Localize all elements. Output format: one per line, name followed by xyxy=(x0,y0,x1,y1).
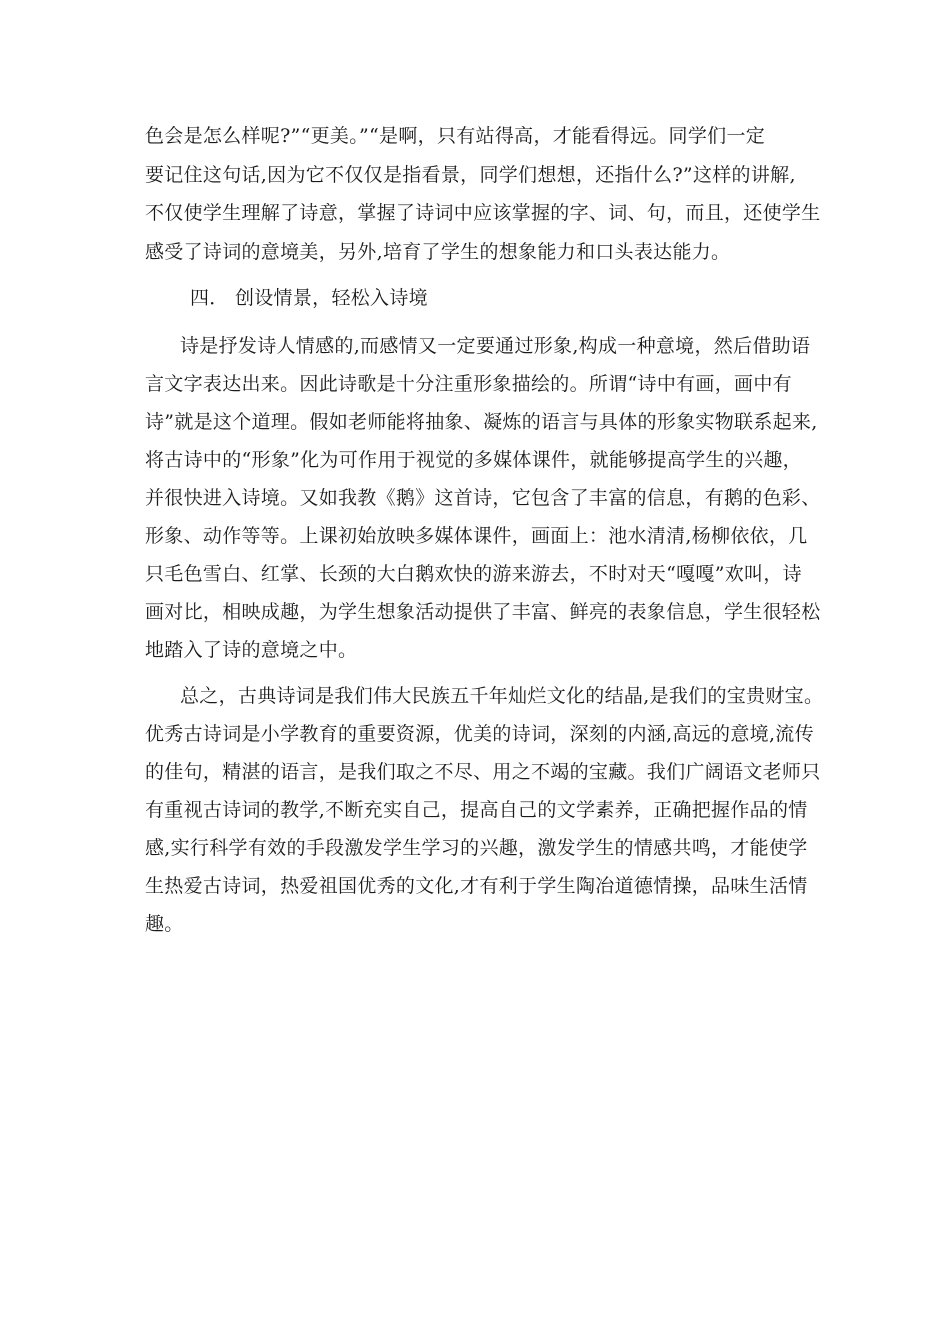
paragraph-1-line-3: 不仅使学生理解了诗意，掌握了诗词中应该掌握的字、词、句，而且，还使学生 xyxy=(145,202,821,224)
paragraph-3-line-5: 感,实行科学有效的手段激发学生学习的兴趣，激发学生的情感共鸣，才能使学 xyxy=(145,837,808,859)
paragraph-3-line-4: 有重视古诗词的教学,不断充实自己，提高自己的文学素养，正确把握作品的情 xyxy=(145,799,808,821)
paragraph-2-line-6: 形象、动作等等。上课初始放映多媒体课件，画面上：池水清清,杨柳依依，几 xyxy=(145,525,808,547)
paragraph-1-line-4: 感受了诗词的意境美，另外,培育了学生的想象能力和口头表达能力。 xyxy=(145,241,731,263)
paragraph-1-line-2: 要记住这句话,因为它不仅仅是指看景，同学们想想，还指什么?”这样的讲解, xyxy=(145,164,796,186)
paragraph-3-line-1: 总之，古典诗词是我们伟大民族五千年灿烂文化的结晶,是我们的宝贵财宝。 xyxy=(180,685,824,707)
paragraph-2-line-7: 只毛色雪白、红掌、长颈的大白鹅欢快的游来游去，不时对天“嘎嘎”欢叫，诗 xyxy=(145,563,802,585)
paragraph-3-line-2: 优秀古诗词是小学教育的重要资源，优美的诗词，深刻的内涵,高远的意境,流传 xyxy=(145,723,814,745)
paragraph-3-line-6: 生热爱古诗词，热爱祖国优秀的文化,才有利于学生陶冶道德情操，品味生活情 xyxy=(145,875,808,897)
paragraph-2-line-1: 诗是抒发诗人情感的,而感情又一定要通过形象,构成一种意境，然后借助语 xyxy=(180,335,811,357)
section-heading-4: 四． 创设情景，轻松入诗境 xyxy=(190,287,428,309)
paragraph-3-line-7: 趣。 xyxy=(145,913,184,935)
paragraph-2-line-2: 言文字表达出来。因此诗歌是十分注重形象描绘的。所谓“诗中有画，画中有 xyxy=(145,373,792,395)
paragraph-1-line-1: 色会是怎么样呢?”“更美。”“是啊，只有站得高，才能看得远。同学们一定 xyxy=(145,125,766,147)
paragraph-2-line-3: 诗”就是这个道理。假如老师能将抽象、凝炼的语言与具体的形象实物联系起来, xyxy=(145,411,818,433)
paragraph-2-line-4: 将古诗中的“形象”化为可作用于视觉的多媒体课件，就能够提高学生的兴趣， xyxy=(145,449,802,471)
paragraph-3-line-3: 的佳句，精湛的语言，是我们取之不尽、用之不竭的宝藏。我们广阔语文老师只 xyxy=(145,761,821,783)
paragraph-2-line-8: 画对比，相映成趣，为学生想象活动提供了丰富、鲜亮的表象信息，学生很轻松 xyxy=(145,601,821,623)
paragraph-2-line-5: 并很快进入诗境。又如我教《鹅》这首诗，它包含了丰富的信息，有鹅的色彩、 xyxy=(145,487,821,509)
paragraph-2-line-9: 地踏入了诗的意境之中。 xyxy=(145,639,358,661)
